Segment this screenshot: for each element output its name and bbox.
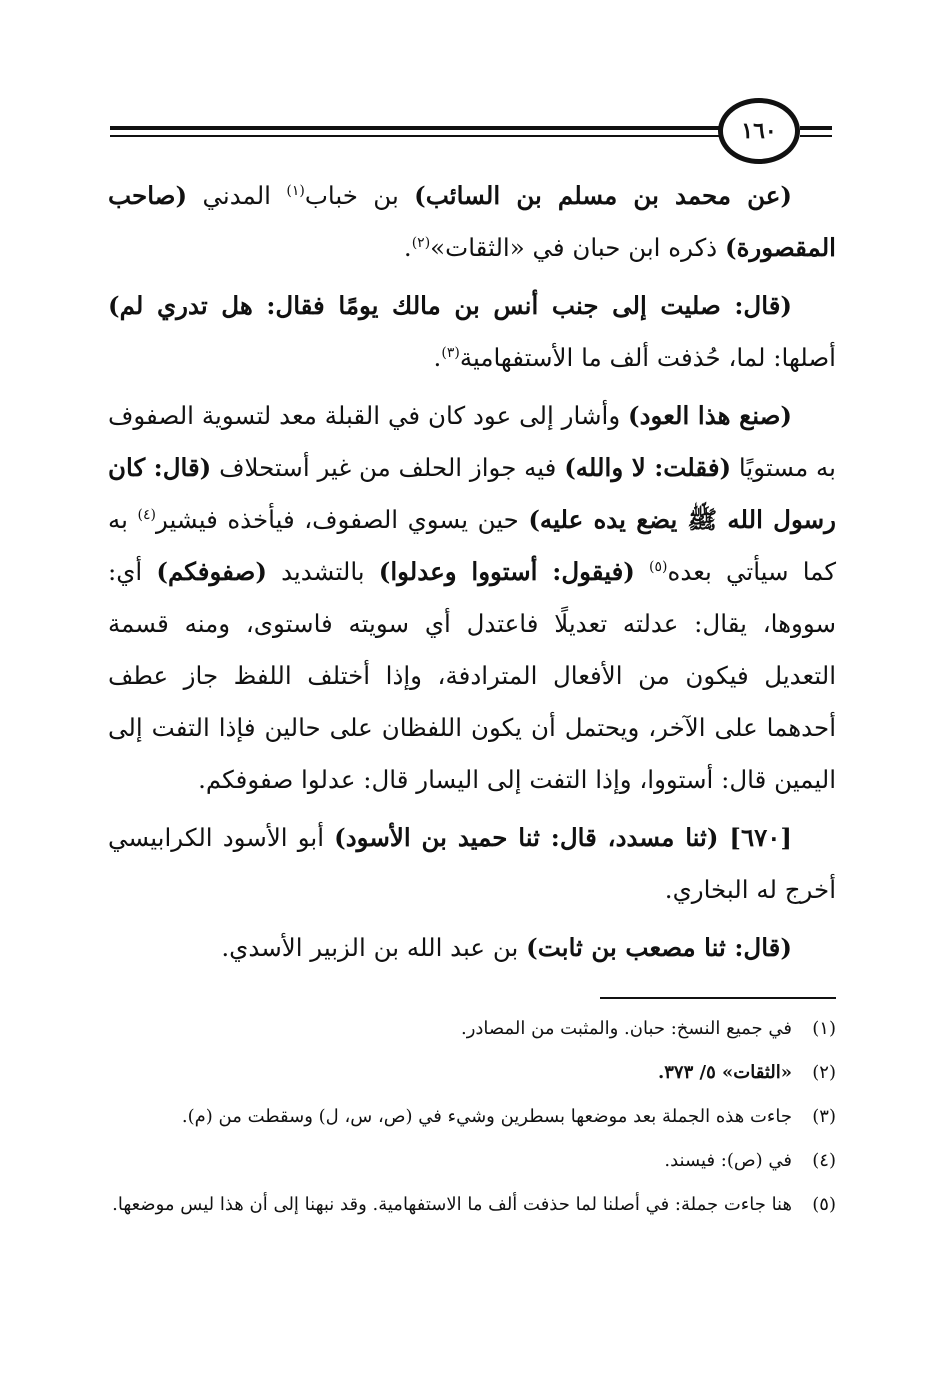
paragraph — [108, 390, 836, 806]
bold-text: (عن محمد بن مسلم بن السائب) — [414, 181, 792, 210]
footnotes — [108, 1010, 836, 1230]
main-text — [108, 170, 836, 980]
paragraph — [108, 812, 836, 916]
text-run: بن عبد الله بن الزبير الأسدي. — [221, 933, 527, 962]
bold-text: (صنع هذا العود) — [628, 401, 792, 430]
text-run: أصلها: لما، حُذفت ألف ما الأستفهامية — [459, 343, 836, 372]
bold-text: (صاحب المقصورة) — [108, 181, 836, 262]
footnote-marker: (٢) — [411, 234, 431, 251]
bold-text: (فيقول: أستووا وعدلوا) — [378, 557, 635, 586]
footnote — [108, 1098, 836, 1136]
page-number-medallion — [718, 98, 800, 164]
text-run: حين يسوي الصفوف، فيأخذه فيشير — [155, 505, 529, 534]
footnote-marker: (٣) — [441, 344, 460, 361]
footnote — [108, 1010, 836, 1048]
footnote-text — [108, 1186, 792, 1224]
bold-text: (قال: كان رسول الله ﷺ يضع يده عليه) — [108, 453, 836, 534]
footnote-number: (١) — [812, 1018, 836, 1039]
footnote-text — [108, 1054, 792, 1092]
bold-text: (قال: صليت إلى جنب أنس بن مالك يومًا فقال: هل تدري لم) — [108, 291, 792, 320]
text-run: بالتشديد — [266, 557, 379, 586]
footnote — [108, 1186, 836, 1224]
footnote-text-run: هنا جاءت جملة: في أصلنا لما حذفت ألف ما الاستفهامية. وقد نبهنا إلى أن هذا ليس موضعها. — [112, 1194, 792, 1215]
footnote-marker: (١) — [286, 182, 305, 199]
footnote-number: (٤) — [812, 1150, 836, 1171]
footnote-text-run: في جميع النسخ: حبان. والمثبت من المصادر. — [460, 1018, 792, 1039]
footnote-text-run: جاءت هذه الجملة بعد موضعها بسطرين وشيء في (ص، س، ل) وسقطت من (م). — [181, 1106, 792, 1127]
footnote-number: (٥) — [812, 1194, 836, 1215]
bold-text: (فقلت: لا والله) — [564, 453, 732, 482]
paragraph — [108, 280, 836, 384]
text-run: به كما سيأتي بعده — [108, 505, 836, 586]
bold-text: [٦٧٠] (ثنا مسدد، قال: ثنا حميد بن الأسود) — [334, 823, 793, 852]
text-run: . — [403, 233, 412, 262]
footnote-text — [108, 1098, 792, 1136]
text-run: ذكره ابن حبان في «الثقات» — [430, 233, 725, 262]
paragraph — [108, 922, 836, 974]
page-number: ١٦٠ — [741, 118, 777, 144]
bold-text: (قال: ثنا مصعب بن ثابت) — [526, 933, 792, 962]
header-rule-thin — [110, 135, 722, 137]
footnote — [108, 1142, 836, 1180]
footnote-separator — [600, 997, 836, 999]
footnote-text-run: في (ص): فيسند. — [664, 1150, 792, 1171]
footnote-number: (٣) — [812, 1106, 836, 1127]
footnote-text — [108, 1142, 792, 1180]
text-run: بن خباب — [304, 181, 415, 210]
text-run: . — [433, 343, 442, 372]
footnote-marker: (٤) — [137, 506, 156, 523]
bold-text: (صفوفكم) — [156, 557, 267, 586]
footnote-text — [108, 1010, 792, 1048]
text-run: أي: سووها، يقال: عدلته تعديلًا فاعتدل أي سويته فاستوى، ومنه قسمة التعديل فيكون من الأفعال المترادفة، وإذا أختلف اللفظ جاز عطف أحدهما على الآخر، ويحتمل أن يكون اللفظان على حالين فإذا التفت إلى اليمين قال: أستووا، وإذا التفت إلى اليسار قال: عدلوا صفوفكم. — [108, 557, 836, 794]
paragraph — [108, 170, 836, 274]
footnote-marker: (٥) — [649, 558, 668, 575]
footnote — [108, 1054, 836, 1092]
text-run: وأشار إلى عود كان في القبلة معد لتسوية الصفوف به مستويًا — [108, 401, 836, 482]
text-run: المدني — [187, 181, 287, 210]
header-rule-stub — [800, 126, 832, 130]
text-run — [635, 557, 649, 586]
header-rule-thick — [110, 126, 722, 130]
text-run: أبو الأسود الكرابيسي أخرج له البخاري. — [108, 823, 836, 904]
text-run: فيه جواز الحلف من غير أستحلاف — [211, 453, 565, 482]
header-rule-stub — [800, 135, 832, 137]
footnote-text-run: «الثقات» ٥/ ٣٧٣. — [657, 1062, 792, 1083]
footnote-number: (٢) — [812, 1062, 836, 1083]
